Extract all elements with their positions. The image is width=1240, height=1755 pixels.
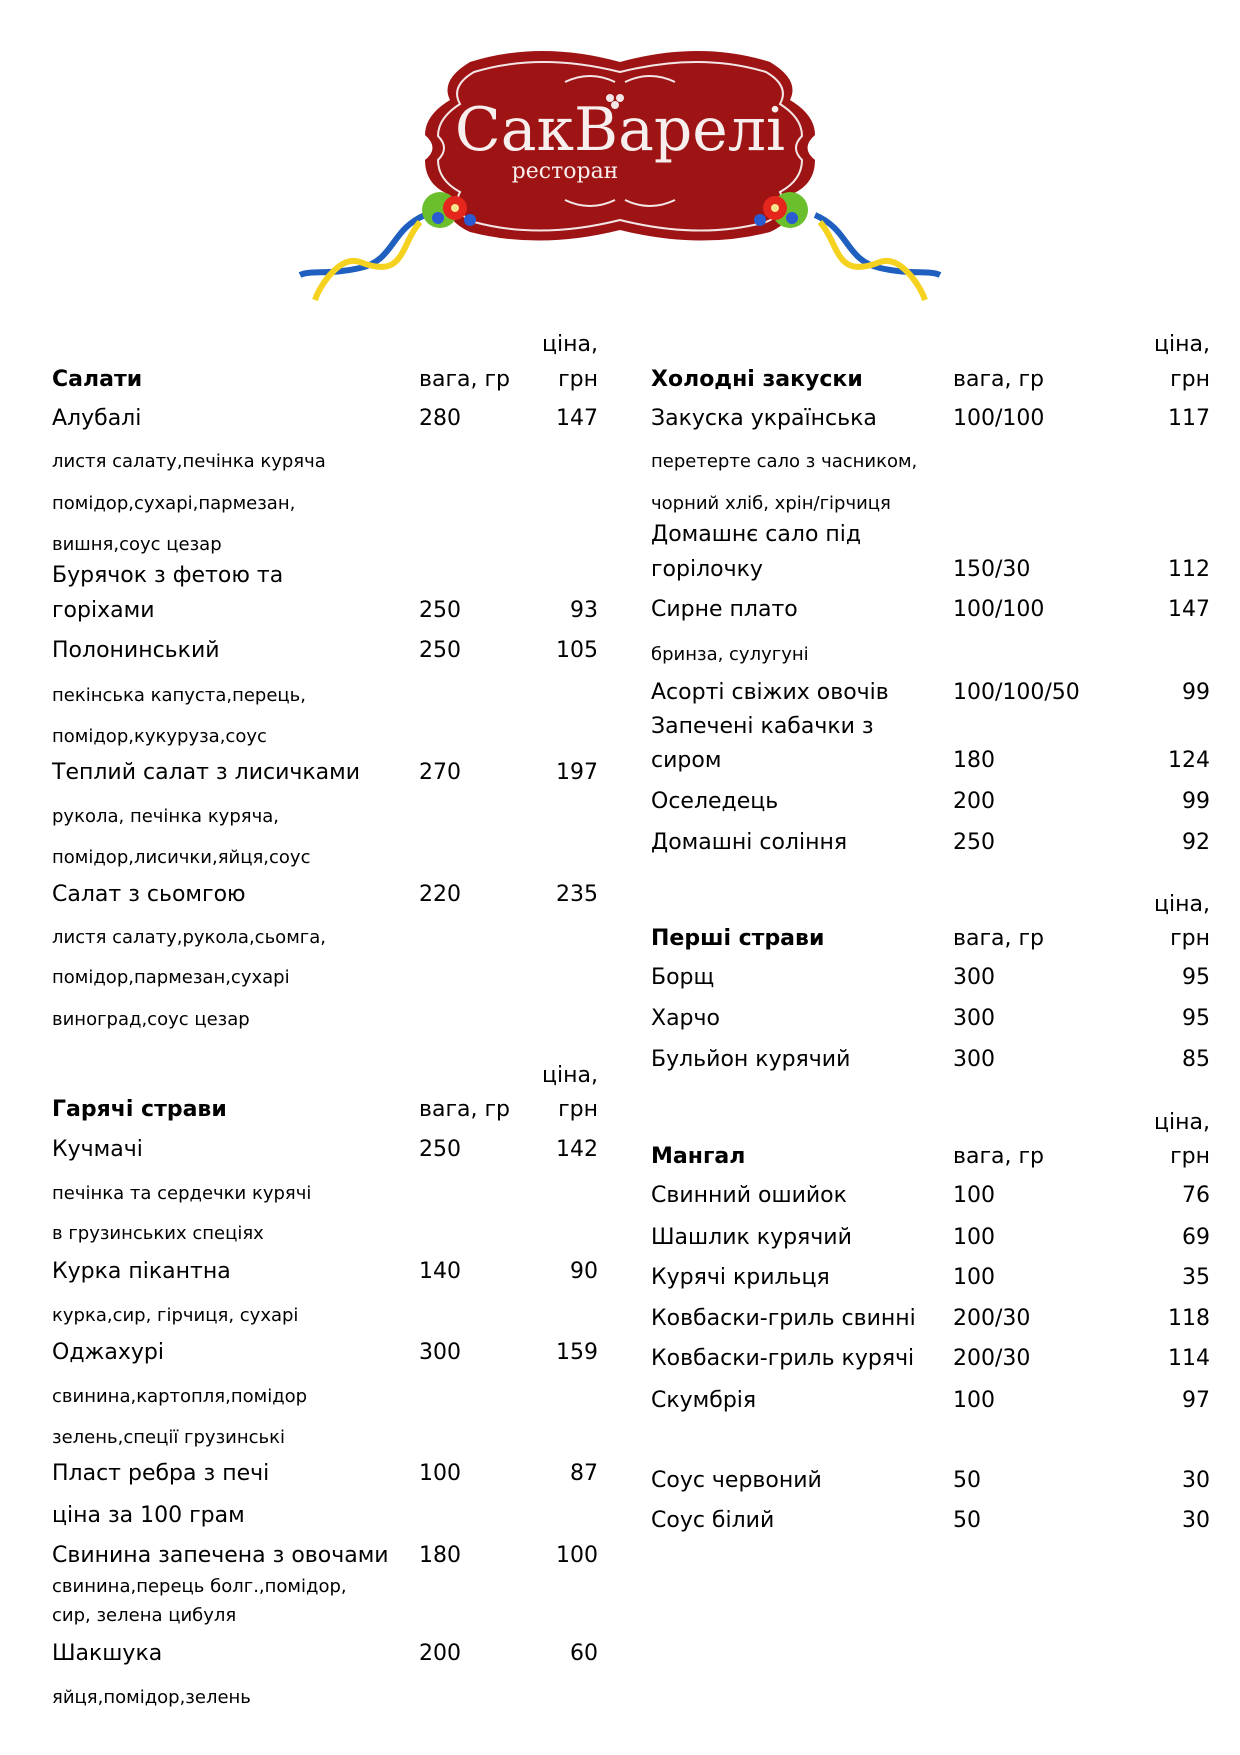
dish-price: 30	[1182, 1508, 1210, 1533]
dish-weight: 140	[419, 1259, 461, 1284]
dish-description: помідор,лисички,яйця,соус	[52, 847, 311, 868]
price-header: ціна,	[542, 332, 598, 357]
dish-description: рукола, печінка куряча,	[52, 806, 279, 827]
dish-description: помідор,пармезан,сухарі	[52, 967, 290, 988]
dish-price: 90	[570, 1259, 598, 1284]
dish-weight: 100/100	[953, 597, 1045, 622]
dish-weight: 180	[953, 748, 995, 773]
dish-description: пекінська капуста,перець,	[52, 685, 306, 706]
dish-description: листя салату,рукола,сьомга,	[52, 927, 326, 948]
dish-price: 69	[1182, 1225, 1210, 1250]
dish-description: вишня,соус цезар	[52, 534, 222, 555]
dish-weight: 150/30	[953, 557, 1031, 582]
price-header: ціна,	[542, 1063, 598, 1088]
dish-price: 197	[556, 760, 598, 785]
dish-weight: 50	[953, 1468, 981, 1493]
dish-description: перетерте сало з часником,	[651, 451, 918, 472]
dish-price: 92	[1182, 830, 1210, 855]
weight-header: вага, гр	[953, 1144, 1044, 1169]
dish-weight: 250	[953, 830, 995, 855]
dish-weight: 100	[953, 1265, 995, 1290]
dish-weight: 300	[953, 1006, 995, 1031]
dish-name: Оселедець	[651, 789, 779, 814]
dish-description: листя салату,печінка куряча	[52, 451, 326, 472]
dish-description: бринза, сулугуні	[651, 644, 809, 665]
dish-description: свинина,перець болг.,помідор,	[52, 1576, 347, 1597]
dish-name: Соус червоний	[651, 1468, 822, 1493]
logo-name: СакВарелі	[454, 95, 786, 165]
dish-description: зелень,спеції грузинські	[52, 1427, 285, 1448]
dish-price: 147	[1168, 597, 1210, 622]
section-title: Мангал	[651, 1144, 746, 1169]
dish-name: Сирне плато	[651, 597, 798, 622]
weight-header: вага, гр	[419, 367, 510, 392]
dish-description: яйця,помідор,зелень	[52, 1687, 251, 1708]
dish-name: Теплий салат з лисичками	[52, 760, 361, 785]
dish-name: Бульйон курячий	[651, 1047, 851, 1072]
dish-name: Шашлик курячий	[651, 1225, 852, 1250]
dish-price: 235	[556, 882, 598, 907]
dish-name: Свинний ошийок	[651, 1183, 847, 1208]
dish-weight: 200/30	[953, 1306, 1031, 1331]
dish-name: Ковбаски-гриль свинні	[651, 1306, 916, 1331]
restaurant-logo	[0, 0, 1240, 310]
dish-name: Бурячок з фетою та	[52, 563, 284, 588]
dish-price: 76	[1182, 1183, 1210, 1208]
dish-weight: 100	[419, 1461, 461, 1486]
dish-name: Домашні соління	[651, 830, 848, 855]
dish-price: 85	[1182, 1047, 1210, 1072]
dish-description: сир, зелена цибуля	[52, 1605, 237, 1626]
dish-name: Запечені кабачки з	[651, 714, 874, 739]
dish-weight: 100	[953, 1388, 995, 1413]
section-title: Холодні закуски	[651, 367, 863, 392]
dish-price: 117	[1168, 406, 1210, 431]
dish-price: 105	[556, 638, 598, 663]
section-title: Гарячі страви	[52, 1097, 227, 1122]
dish-name: Свинина запечена з овочами	[52, 1543, 389, 1568]
dish-price: 114	[1168, 1346, 1210, 1371]
dish-name: Полонинський	[52, 638, 220, 663]
dish-weight: 300	[953, 965, 995, 990]
weight-header: вага, гр	[419, 1097, 510, 1122]
dish-price: 97	[1182, 1388, 1210, 1413]
price-header: ціна,	[1154, 892, 1210, 917]
dish-name: Ковбаски-гриль курячі	[651, 1346, 915, 1371]
section-title: Салати	[52, 367, 143, 392]
dish-weight: 200/30	[953, 1346, 1031, 1371]
dish-name: горіхами	[52, 598, 155, 623]
logo-subtitle: ресторан	[511, 159, 619, 184]
price-header: грн	[558, 367, 598, 392]
dish-weight: 180	[419, 1543, 461, 1568]
dish-description: чорний хліб, хрін/гірчиця	[651, 493, 891, 514]
price-header: грн	[1170, 1144, 1210, 1169]
price-header: грн	[1170, 367, 1210, 392]
dish-name: Скумбрія	[651, 1388, 757, 1413]
dish-price: 124	[1168, 748, 1210, 773]
ribbon-right	[815, 215, 940, 300]
dish-price: 35	[1182, 1265, 1210, 1290]
weight-header: вага, гр	[953, 367, 1044, 392]
dish-description: в грузинських спеціях	[52, 1223, 264, 1244]
dish-name: Оджахурі	[52, 1340, 164, 1365]
dish-price: 112	[1168, 557, 1210, 582]
dish-weight: 200	[953, 789, 995, 814]
dish-price: 30	[1182, 1468, 1210, 1493]
dish-name: Шакшука	[52, 1641, 163, 1666]
dish-price: 118	[1168, 1306, 1210, 1331]
dish-description: виноград,соус цезар	[52, 1009, 250, 1030]
dish-price: 99	[1182, 680, 1210, 705]
dish-weight: 100/100	[953, 406, 1045, 431]
dish-name: Закуска українська	[651, 406, 877, 431]
dish-weight: 300	[419, 1340, 461, 1365]
dish-description: помідор,кукуруза,соус	[52, 726, 267, 747]
dish-price: 60	[570, 1641, 598, 1666]
dish-name: Курка пікантна	[52, 1259, 231, 1284]
dish-weight: 300	[953, 1047, 995, 1072]
dish-name: сиром	[651, 748, 722, 773]
dish-description: курка,сир, гірчиця, сухарі	[52, 1305, 299, 1326]
dish-price: 87	[570, 1461, 598, 1486]
dish-weight: 200	[419, 1641, 461, 1666]
dish-name: Алубалі	[52, 406, 142, 431]
dish-weight: 100	[953, 1225, 995, 1250]
dish-weight: 250	[419, 1137, 461, 1162]
dish-name: горілочку	[651, 557, 763, 582]
dish-name: Кучмачі	[52, 1137, 143, 1162]
dish-note: ціна за 100 грам	[52, 1503, 245, 1528]
dish-name: Домашнє сало під	[651, 522, 862, 547]
ribbon-left	[300, 215, 425, 300]
dish-price: 99	[1182, 789, 1210, 814]
dish-name: Салат з сьомгою	[52, 882, 246, 907]
dish-weight: 100/100/50	[953, 680, 1080, 705]
weight-header: вага, гр	[953, 926, 1044, 951]
dish-weight: 100	[953, 1183, 995, 1208]
dish-price: 147	[556, 406, 598, 431]
dish-name: Соус білий	[651, 1508, 775, 1533]
section-title: Перші страви	[651, 926, 825, 951]
price-header: грн	[1170, 926, 1210, 951]
dish-weight: 250	[419, 638, 461, 663]
price-header: ціна,	[1154, 1110, 1210, 1135]
dish-weight: 270	[419, 760, 461, 785]
dish-description: свинина,картопля,помідор	[52, 1386, 308, 1407]
dish-name: Борщ	[651, 965, 715, 990]
dish-price: 95	[1182, 1006, 1210, 1031]
dish-price: 93	[570, 598, 598, 623]
dish-weight: 50	[953, 1508, 981, 1533]
dish-name: Курячі крильця	[651, 1265, 830, 1290]
dish-price: 100	[556, 1543, 598, 1568]
price-header: ціна,	[1154, 332, 1210, 357]
dish-name: Пласт ребра з печі	[52, 1461, 270, 1486]
dish-price: 142	[556, 1137, 598, 1162]
dish-weight: 250	[419, 598, 461, 623]
dish-weight: 220	[419, 882, 461, 907]
dish-description: печінка та сердечки курячі	[52, 1183, 312, 1204]
price-header: грн	[558, 1097, 598, 1122]
dish-name: Асорті свіжих овочів	[651, 680, 889, 705]
dish-name: Харчо	[651, 1006, 720, 1031]
dish-description: помідор,сухарі,пармезан,	[52, 493, 296, 514]
dish-price: 95	[1182, 965, 1210, 990]
dish-weight: 280	[419, 406, 461, 431]
dish-price: 159	[556, 1340, 598, 1365]
